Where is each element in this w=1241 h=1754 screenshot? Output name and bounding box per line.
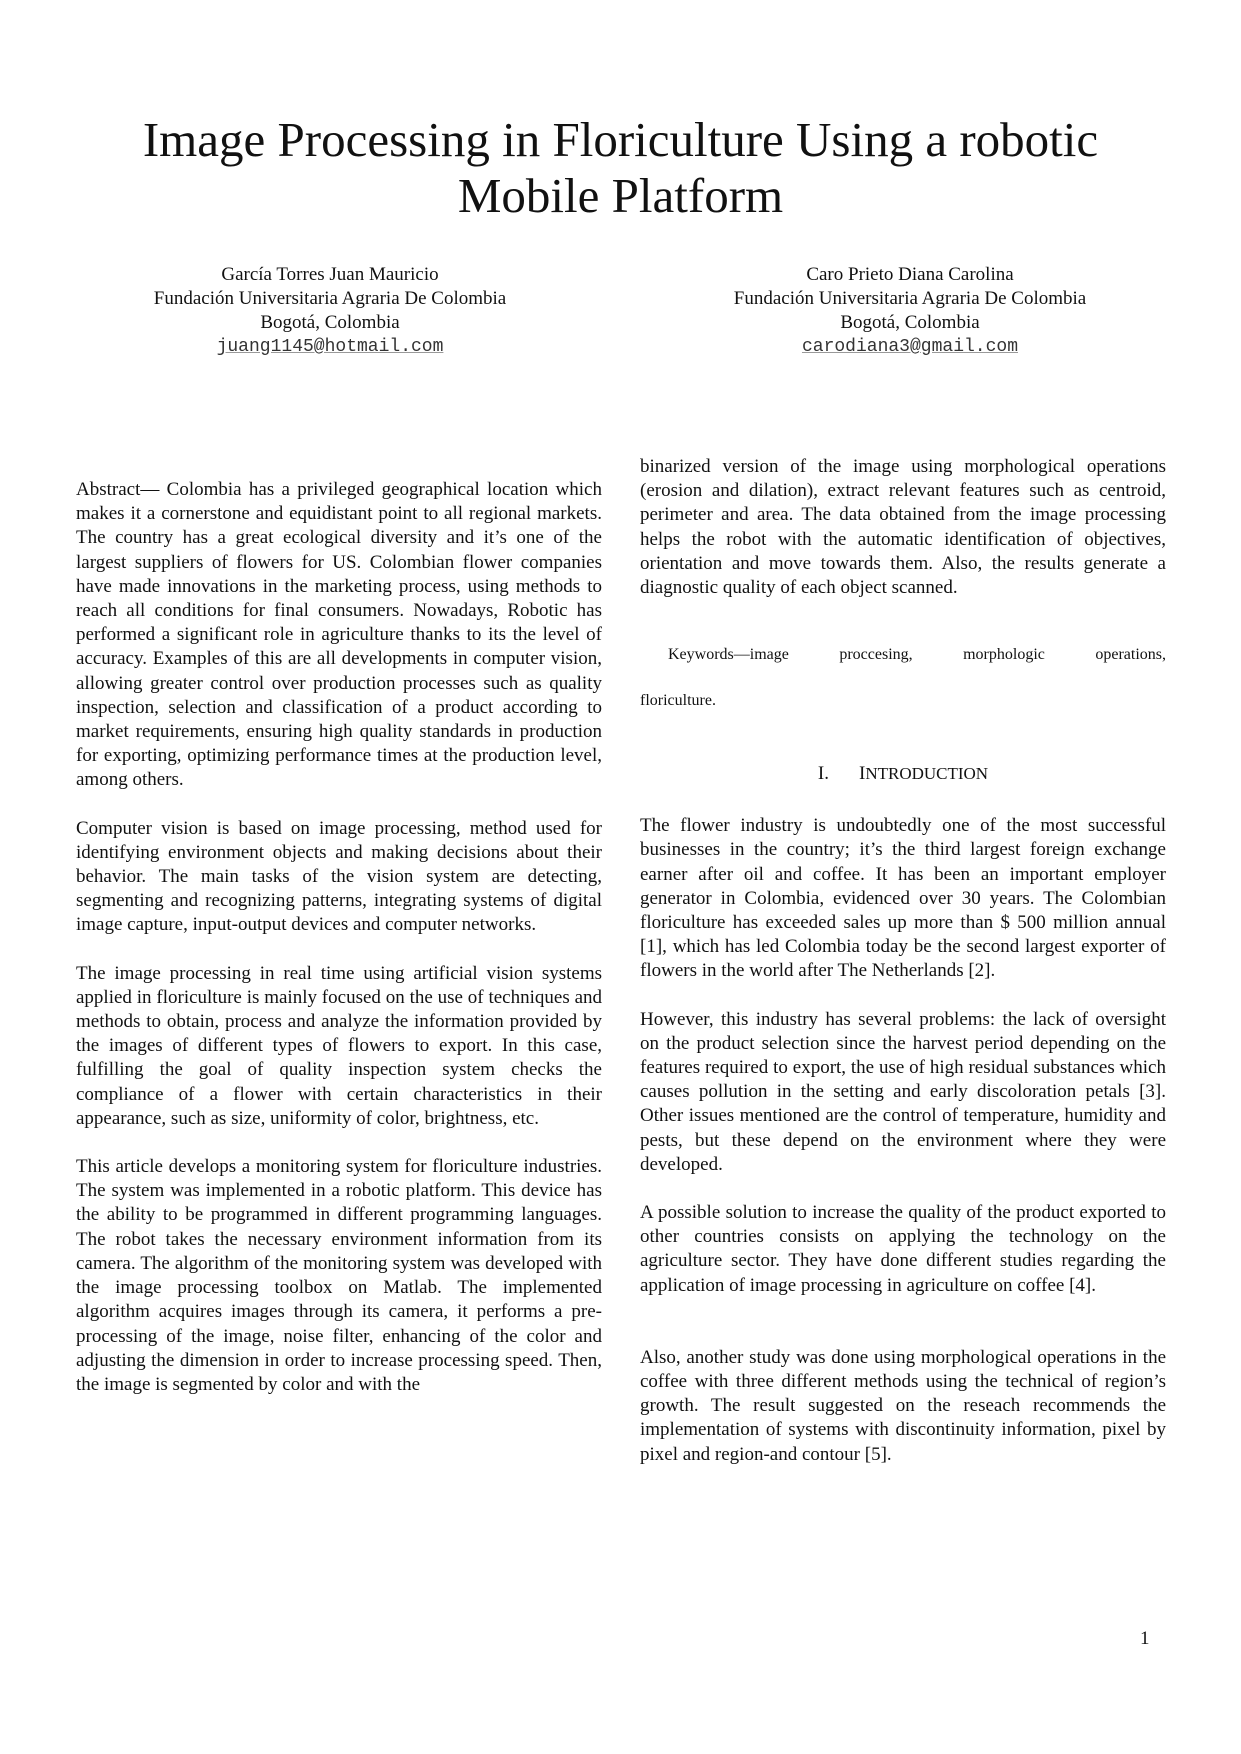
body-paragraph: The image processing in real time using artificial vision systems applied in floriculture is mainly focused on the use of techniques and methods to obtain, process and analyze the information provided by the images of different types of flowers to export. In this case, fulfilling the goal of quality inspection system checks the compliance of a flower with certain characteristics in their appearance, such as size, uniformity of color, brightness, etc. <box>76 962 602 1129</box>
author-name: García Torres Juan Mauricio <box>221 264 439 285</box>
keywords-tail: floriculture. <box>640 692 716 710</box>
spacer <box>640 1322 1166 1346</box>
body-paragraph: The flower industry is undoubtedly one of the most successful businesses in the country; it’s the third largest foreign exchange earner after oil and coffee. It has been an important employer generator in Colombia, evidenced over 30 years. The Colombian floriculture has exceeded sales up more than $ 500 million annual [1], which has led Colombia today be the second largest exporter of flowers in the world after The Netherlands [2]. <box>640 815 1166 982</box>
author-affiliation: Fundación Universitaria Agraria De Colombia <box>733 288 1087 309</box>
section-title-initial: I <box>858 763 866 785</box>
title-line-1: Image Processing in Floriculture Using a robotic <box>142 112 1099 167</box>
body-paragraph: This article develops a monitoring system for floriculture industries. The system was implemented in a robotic platform. This device has the ability to be programmed in different programming languages. The robot takes the necessary environment information from its camera. The algorithm of the monitoring system was developed with the image processing toolbox on Matlab. The implemented algorithm acquires images through its camera, it performs a pre-processing of the image, noise filter, enhancing of the color and adjusting the dimension in order to increase processing speed. Then, the image is segmented by color and with the <box>76 1156 602 1395</box>
body-paragraph: However, this industry has several problems: the lack of oversight on the product selection since the harvest period depending on the features required to export, the use of high residual substances which causes pollution in the setting and early discoloration petals [3]. Other issues mentioned are the control of temperature, humidity and pests, but these depend on the environment where they were developed. <box>640 1008 1166 1175</box>
body-paragraph: Computer vision is based on image processing, method used for identifying environment objects and making decisions about their behavior. The main tasks of the vision system are detecting, segmenting and recognizing patterns, integrating systems of digital image capture, input-output devices and computer networks. <box>76 817 602 936</box>
author-affiliation: Fundación Universitaria Agraria De Colombia <box>153 288 507 309</box>
keywords <box>640 644 1166 666</box>
body-paragraph: A possible solution to increase the quality of the product exported to other countries consists on applying the technology on the agriculture sector. They have done different studies regarding the application of image processing in agriculture on coffee [4]. <box>640 1202 1166 1296</box>
left-column <box>76 478 602 1397</box>
author-location: Bogotá, Colombia <box>260 312 400 333</box>
paper-title <box>60 112 1181 224</box>
spacer <box>640 736 1166 762</box>
abstract: Abstract— Colombia has a privileged geographical location which makes it a cornerstone and equidistant point to all regional markets. The country has a great ecological diversity and it’s one of the largest suppliers of flowers for US. Colombian flower companies have made innovations in the marketing process, using methods to reach all conditions for final consumers. Nowadays, Robotic has performed a significant role in agriculture thanks to its the level of accuracy. Examples of this are all developments in computer vision, allowing greater control over production processes such as quality inspection, selection and classification of a product according to market requirements, ensuring high quality standards in production for exporting, optimizing performance times at the production level, among others. <box>76 479 602 791</box>
title-line-2: Mobile Platform <box>457 168 784 223</box>
section-title-rest: NTRODUCTION <box>865 764 989 784</box>
author-email-link[interactable]: carodiana3@gmail.com <box>801 337 1019 357</box>
keywords-lead: Keywords—image proccesing, morphologic operations, <box>668 646 1166 664</box>
author-block-1 <box>70 263 590 359</box>
page-number: 1 <box>1140 1628 1150 1649</box>
author-email-link[interactable]: juang1145@hotmail.com <box>216 337 444 357</box>
body-paragraph: Also, another study was done using morphological operations in the coffee with three different methods using the technical of region’s growth. The result suggested on the reseach recommends the implementation of systems with discontinuity information, pixel by pixel and region-and contour [5]. <box>640 1346 1166 1465</box>
spacer <box>640 600 1166 644</box>
abstract-continuation: binarized version of the image using morphological operations (erosion and dilation), extract relevant features such as centroid, perimeter and area. The data obtained from the image processing helps the robot with the automatic identification of objectives, orientation and move towards them. Also, the results generate a diagnostic quality of each object scanned. <box>640 456 1166 599</box>
section-number: I. <box>817 763 829 785</box>
section-heading <box>640 762 1166 786</box>
author-block-2 <box>650 263 1170 359</box>
author-location: Bogotá, Colombia <box>840 312 980 333</box>
right-column <box>640 455 1166 1467</box>
author-name: Caro Prieto Diana Carolina <box>806 264 1014 285</box>
